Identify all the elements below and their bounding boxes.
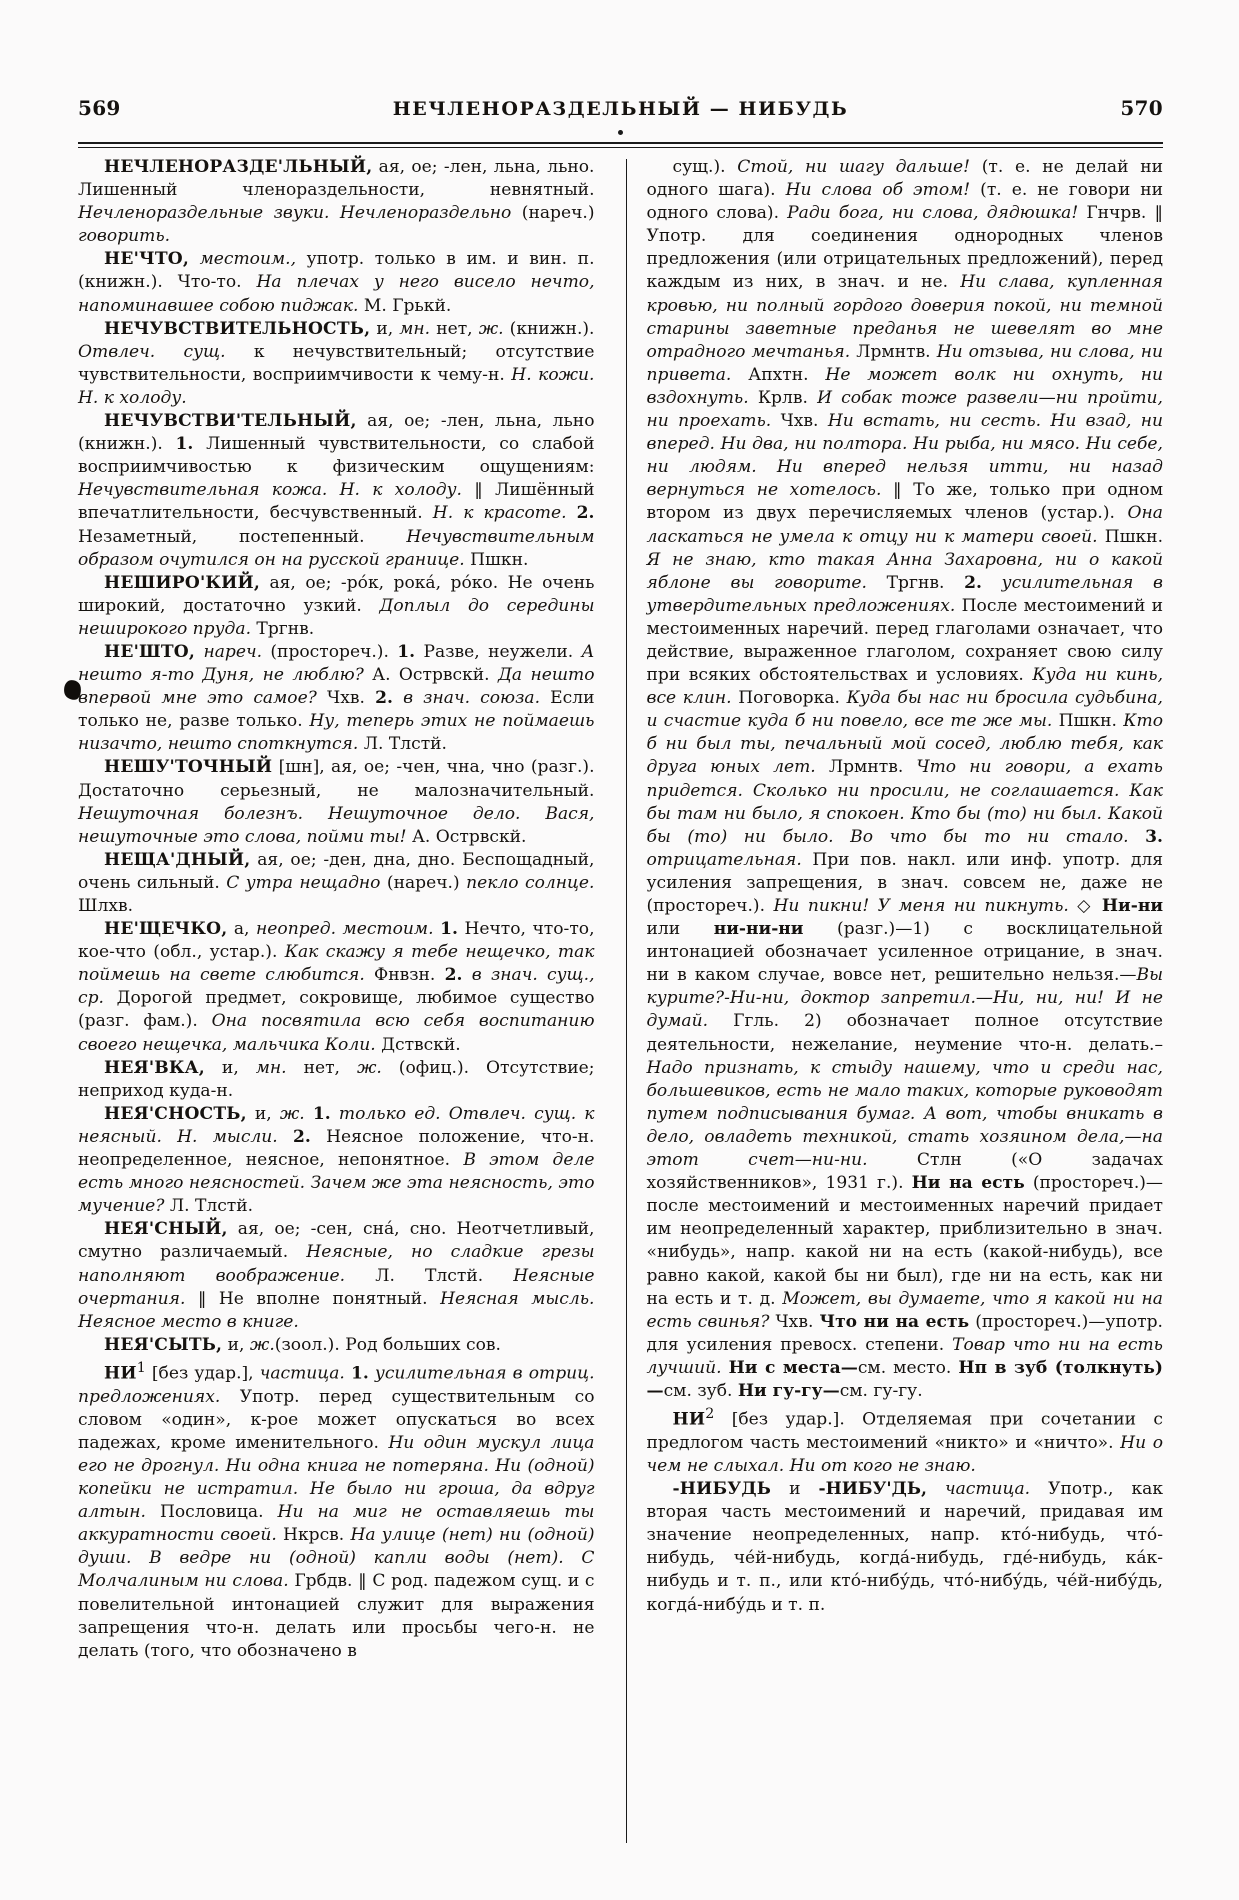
entry-body: местоим., употр. только в им. и вин. п. (книжн.). Что-то. На плечах у него висело нечто, напоминавшее собою пиджак. М. Грькй. (78, 249, 595, 316)
entry-headword: НЕ'ЩЕЧКО, (104, 919, 228, 940)
entry-headword: -НИБУДЬ (672, 1479, 772, 1500)
page-number-right: 570 (1120, 96, 1163, 120)
dictionary-entry (78, 1057, 595, 1103)
entry-homonym-number: 1 (136, 1359, 146, 1376)
entry-body: [без удар.], частица. 1. усилительная в отриц. предложениях. Употр. перед существительным со словом «один», к-рое может опускаться во всех падежах, кроме именительного. Ни один мускул лица его не дрогнул. Ни одна книга не потеряна. Ни (одной) копейки не истратил. Не было ни гроша, да вдруг алтын. Пословица. Ни на миг не оставляешь ты аккуратности своей. Нкрсв. На улице (нет) ни (одной) души. В ведре ни (одной) капли воды (нет). С Молчалиным ни слова. Грбдв. ‖ С род. падежом сущ. и с повелительной интонацией служит для выражения запрещения что-н. делать или просьбы чего-н. не делать (того, что обозначено в (78, 1363, 595, 1661)
entry-body: ая, ое; -лен, льна, льно (книжн.). 1. Лишенный чувствительности, со слабой восприимчивостью к физическим ощущениям: Нечувствительная кожа. Н. к холоду. ‖ Лишённый впечатлительности, бесчувственный. Н. к красоте. 2. Незаметный, постепенный. Нечувствительным образом очутился он на русской границе. Пшкн. (78, 411, 595, 570)
entry-headword: НЕЯ'СНЫЙ, (104, 1219, 228, 1240)
dictionary-entry (78, 248, 595, 317)
page-number-left: 569 (78, 96, 121, 120)
dictionary-entry (78, 410, 595, 572)
dictionary-entry (78, 1218, 595, 1333)
column-divider (626, 159, 627, 1843)
entry-body: и, мн. нет, ж. (офиц.). Отсутствие; неприход куда-н. (78, 1057, 595, 1101)
entry-headword: НЕ'ЧТО, (104, 249, 189, 270)
header-ink-dot (618, 130, 623, 135)
entry-headword: НЕ'ШТО, (104, 641, 196, 662)
entry-body: и, ж.(зоол.). Род больших сов. (222, 1334, 501, 1355)
header-rule (78, 142, 1163, 148)
running-head (78, 96, 1163, 130)
entry-headword: НЕЯ'СЫТЬ, (104, 1334, 223, 1355)
dictionary-entry (78, 1103, 595, 1218)
dictionary-entry (78, 1334, 595, 1357)
dictionary-entry (78, 156, 595, 248)
entry-body: и, ж. 1. только ед. Отвлеч. сущ. к неясный. Н. мысли. 2. Неясное положение, что-н. неопределенное, неясное, непонятное. В этом деле есть много неясностей. Зачем же эта неясность, это мучение? Л. Тлстй. (78, 1103, 595, 1217)
entry-body: ая, ое; -лен, льна, льно. Лишенный членораздельности, невнятный. Нечленораздельные звуки. Нечленораздельно (нареч.) говорить. (78, 157, 595, 247)
entry-body: а, неопред. местоим. 1. Нечто, что-то, кое-что (обл., устар.). Как скажу я тебе нещечко, так поймешь на свете слюбится. Фнвзн. 2. в знач. сущ., ср. Дорогой предмет, сокровище, любимое существо (разг. фам.). Она посвятила всю себя воспитанию своего нещечка, мальчика Коли. Дствскй. (78, 919, 595, 1055)
entry-headword: НЕЩА'ДНЫЙ, (104, 849, 251, 870)
entry-headword: НЕЧУВСТВИТЕЛЬНОСТЬ, (104, 318, 371, 339)
entry-headword: НИ (104, 1363, 137, 1384)
dictionary-entry (78, 756, 595, 848)
entry-body: и -НИБУ'ДЬ, частица. Употр., как вторая часть местоимений и наречий, придавая им значение неопределенных, напр. кто́-нибудь, что́-нибудь, че́й-нибудь, когда́-нибудь, где́-нибудь, ка́к-нибудь и т. п., или кто́-нибу́дь, что́-нибу́дь, че́й-нибу́дь, когда́-нибу́дь и т. п. (646, 1479, 1164, 1615)
dictionary-entry (647, 1403, 1164, 1478)
right-column (647, 156, 1164, 1846)
dictionary-entry (78, 1357, 595, 1663)
dictionary-entry (647, 1478, 1164, 1617)
entry-body: ая, ое; -сен, сна́, сно. Неотчетливый, смутно различаемый. Неясные, но сладкие грезы наполняют воображение. Л. Тлстй. Неясные очертания. ‖ Не вполне понятный. Неясная мысль. Неясное место в книге. (78, 1219, 595, 1332)
entry-body: нареч. (простореч.). 1. Разве, неужели. А нешто я-то Дуня, не люблю? А. Острвскй. Да нешто впервой мне это самое? Чхв. 2. в знач. союза. Если только не, разве только. Ну, теперь этих не поймаешь низачто, нешто споткнутся. Л. Тлстй. (78, 641, 595, 755)
left-column (78, 156, 606, 1846)
entry-body: ая, ое; -ро́к, рока́, ро́ко. Не очень широкий, достаточно узкий. Доплыл до середины неширокого пруда. Тргнв. (78, 572, 595, 639)
text-columns (78, 156, 1163, 1846)
entry-body: [без удар.]. Отделяемая при сочетании с предлогом часть местоимений «никто» и «ничто». Ни о чем не слыхал. Ни от кого не знаю. (646, 1409, 1163, 1476)
entry-headword: НИ (672, 1409, 706, 1430)
dictionary-entry (78, 641, 595, 756)
entry-headword: НЕЯ'ВКА, (104, 1057, 205, 1078)
entry-homonym-number: 2 (705, 1406, 715, 1423)
running-title: НЕЧЛЕНОРАЗДЕЛЬНЫЙ — НИБУДЬ (392, 98, 849, 120)
entry-headword: НЕЧЛЕНОРАЗДЕ'ЛЬНЫЙ, (104, 157, 373, 177)
entry-body: [шн], ая, ое; -чен, чна, чно (разг.). Достаточно серьезный, не малозначительный. Нешуточная болезнъ. Нешуточное дело. Вася, нешуточные это слова, пойми ты! А. Острвскй. (78, 757, 595, 847)
entry-headword: НЕШИРО'КИЙ, (104, 572, 260, 593)
entry-headword: НЕШУ'ТОЧНЫЙ (104, 757, 273, 778)
entry-body: и, мн. нет, ж. (книжн.). Отвлеч. сущ. к нечувствительный; отсутствие чувствительности, восприимчивости к чему-н. Н. кожи. Н. к холоду. (78, 318, 595, 408)
entry-body: ая, ое; -ден, дна, дно. Беспощадный, очень сильный. С утра нещадно (нареч.) пекло солнце. Шлхв. (78, 849, 595, 916)
entry-body: сущ.). Стой, ни шагу дальше! (т. е. не делай ни одного шага). Ни слова об этом! (т. е. не говори ни одного слова). Ради бога, ни слова, дядюшка! Гнчрв. ‖ Употр. для соединения однородных членов предложения (или отрицательных предложений), перед каждым из них, в знач. и не. Ни слава, купленная кровью, ни полный гордого доверия покой, ни темной старины заветные преданья не шевелят во мне отрадного мечтанья. Лрмнтв. Ни отзыва, ни слова, ни привета. Апхтн. Не может волк ни охнуть, ни вздохнуть. Крлв. И собак тоже развели—ни пройти, ни проехать. Чхв. Ни встать, ни сесть. Ни взад, ни вперед. Ни два, ни полтора. Ни рыба, ни мясо. Ни себе, ни людям. Ни вперед нельзя итти, ни назад вернуться не хотелось. ‖ То же, только при одном втором из двух перечисляемых членов (устар.). Она ласкаться не умела к отцу ни к матери своей. Пшкн. Я не знаю, кто такая Анна Захаровна, ни о какой яблоне вы говорите. Тргнв. 2. усилительная в утвердительных предложениях. После местоимений и местоименных наречий. перед глаголами означает, что действие, выраженное глаголом, сохраняет свою силу при всяких обстоятельствах и условиях. Куда ни кинь, все клин. Поговорка. Куда бы нас ни бросила судьбина, и счастие куда б ни повело, все те же мы. Пшкн. Кто б ни был ты, печальный мой сосед, люблю тебя, как друга юных лет. Лрмнтв. Что ни говори, а ехать придется. Сколько ни просили, не соглашается. Как бы там ни было, я спокоен. Кто бы (то) ни был. Какой бы (то) ни было. Во что бы то ни стало. 3. отрицательная. При пов. накл. или инф. употр. для усиления запрещения, в знач. совсем не, даже не (простореч.). Ни пикни! У меня ни пикнуть. ◇ Ни-ни или ни-ни-ни (разг.)—1) с восклицательной интонацией обозначает усиленное отрицание, в знач. ни в каком случае, вовсе нет, решительно нельзя.—Вы курите?-Ни-ни, доктор запретил.—Ни, ни, ни! И не думай. Ггль. 2) обозначает полное отсутствие деятельности, нежелание, неумение что-н. делать.– Надо признать, к стыду нашему, что и среди нас, большевиков, есть не мало таких, которые руководят путем подписывания бумаг. А вот, чтобы вникать в дело, овладеть техникой, стать хозяином дела,—на этот счет—ни-ни. Стлн («О задачах хозяйственников», 1931 г.). Ни на есть (простореч.)—после местоимений и местоименных наречий придает им неопределенный характер, приблизительно в знач. «нибудь», напр. какой ни на есть (какой-нибудь), все равно какой, какой бы ни был), где ни на есть, как ни на есть и т. д. Может, вы думаете, что я какой ни на есть свинья? Чхв. Что ни на есть (простореч.)—употр. для усиления превосх. степени. Товар что ни на есть лучший. Ни с места—см. место. Нп в зуб (толкнуть)—см. зуб. Ни гу-гу—см. гу-гу. (646, 157, 1164, 1401)
dictionary-entry (78, 572, 595, 641)
dictionary-entry (78, 918, 595, 1057)
entry-headword: НЕЧУВСТВИ'ТЕЛЬНЫЙ, (104, 411, 357, 432)
dictionary-entry (78, 849, 595, 918)
dictionary-entry (647, 156, 1164, 1403)
entry-headword: НЕЯ'СНОСТЬ, (104, 1103, 247, 1124)
dictionary-entry (78, 318, 595, 410)
